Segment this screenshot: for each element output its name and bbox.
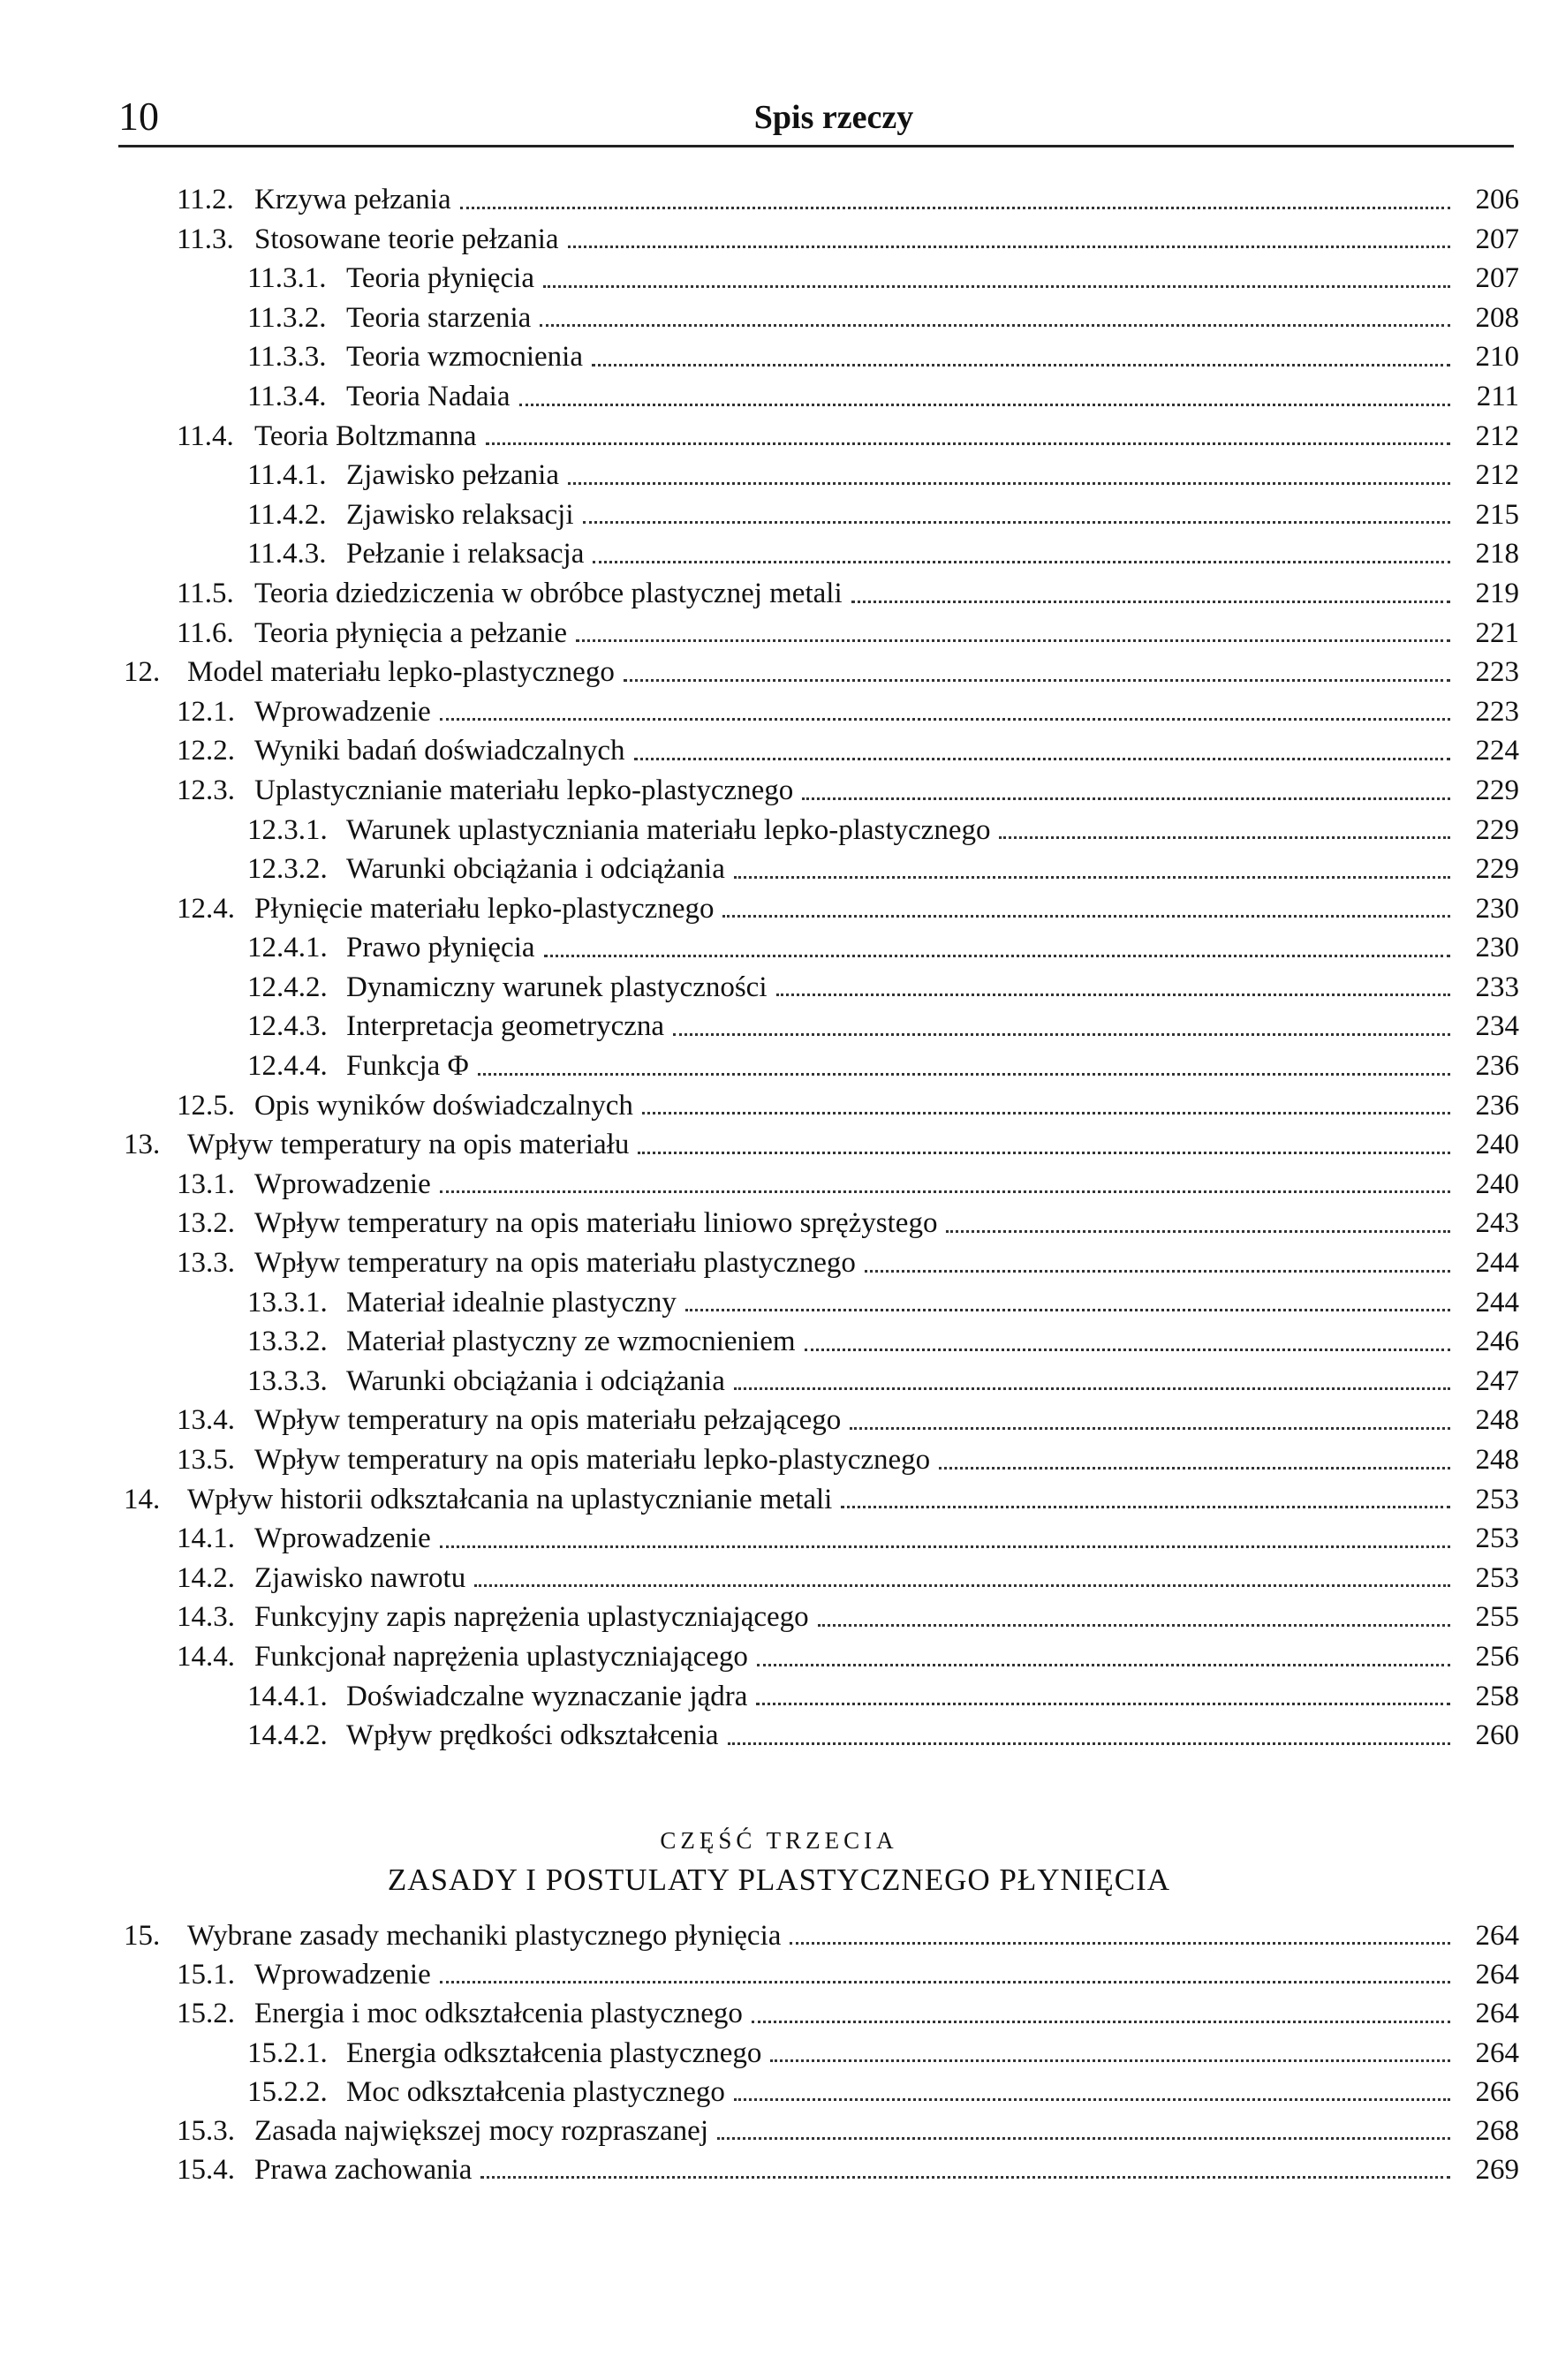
toc-entry <box>124 574 1519 614</box>
dot-leader <box>805 1347 1450 1351</box>
toc-entry-number: 12.4.2. <box>247 971 328 1003</box>
toc-entry-title: Prawo płynięcia <box>346 932 535 964</box>
toc-entry-page: 255 <box>1475 1601 1519 1634</box>
dot-leader <box>757 1662 1450 1666</box>
toc-entry-title: Prawa zachowania <box>254 2154 473 2187</box>
toc-entry-number: 14.3. <box>177 1601 235 1634</box>
toc-entry-number: 11.4.1. <box>247 459 327 492</box>
toc-entry-title: Teoria Boltzmanna <box>254 419 477 452</box>
dot-leader <box>790 1940 1450 1945</box>
toc-entry-number: 11.4. <box>177 419 234 452</box>
dot-leader <box>728 1741 1450 1745</box>
dot-leader <box>734 874 1450 879</box>
toc-entry-title: Interpretacja geometryczna <box>346 1010 665 1043</box>
toc-entry <box>124 1637 1519 1677</box>
toc-entry-number: 13.3.2. <box>247 1326 328 1358</box>
toc-entry-title: Płynięcie materiału lepko-plastycznego <box>254 892 715 925</box>
running-title: Spis rzeczy <box>753 99 914 136</box>
dot-leader <box>634 756 1450 760</box>
toc-entry <box>124 1007 1519 1046</box>
toc-entry-page: 230 <box>1475 892 1519 925</box>
toc-entry-number: 15.4. <box>177 2154 235 2187</box>
toc-entry-page: 223 <box>1475 695 1519 728</box>
toc-entry-number: 11.3.4. <box>247 380 327 412</box>
toc-entry-number: 12.4.4. <box>247 1050 328 1083</box>
dot-leader <box>460 205 1450 209</box>
toc-entry-page: 268 <box>1475 2114 1519 2147</box>
toc-entry-page: 229 <box>1475 813 1519 846</box>
toc-entry-page: 258 <box>1475 1680 1519 1712</box>
toc-entry-number: 14.4. <box>177 1640 235 1673</box>
toc-entry-number: 13.3.3. <box>247 1364 328 1397</box>
toc-entry-page: 253 <box>1475 1561 1519 1594</box>
toc-entry-number: 12.1. <box>177 695 235 728</box>
toc-entry-title: Wprowadzenie <box>254 1522 431 1555</box>
toc-entry-title: Wpływ historii odkształcania na uplastycznianie metali <box>187 1483 833 1515</box>
toc-entry-title: Wpływ temperatury na opis materiału <box>187 1129 630 1161</box>
toc-entry-title: Doświadczalne wyznaczanie jądra <box>346 1680 748 1712</box>
toc-entry-number: 14.2. <box>177 1561 235 1594</box>
dot-leader <box>776 992 1450 996</box>
toc-entry-number: 12.3.1. <box>247 813 328 846</box>
toc-entry <box>124 1994 1519 2033</box>
dot-leader <box>865 1268 1450 1273</box>
dot-leader <box>802 796 1450 800</box>
toc-entry-number: 15.3. <box>177 2114 235 2147</box>
toc-entry-page: 234 <box>1475 1010 1519 1043</box>
toc-entry <box>124 731 1519 771</box>
toc-entry <box>124 1165 1519 1205</box>
toc-entry-page: 229 <box>1475 853 1519 886</box>
toc-entry-number: 12.3. <box>177 774 235 806</box>
dot-leader <box>583 519 1451 524</box>
toc-entry-title: Zjawisko nawrotu <box>254 1561 466 1594</box>
toc-entry-title: Teoria dziedziczenia w obróbce plastycznej metali <box>254 577 843 609</box>
toc-entry-page: 221 <box>1475 616 1519 649</box>
part-label: CZĘŚĆ TRZECIA <box>660 1827 898 1854</box>
toc-entry-page: 269 <box>1475 2154 1519 2187</box>
header-rule <box>118 145 1514 147</box>
toc-entry-title: Funkcyjny zapis naprężenia uplastyczniającego <box>254 1601 809 1634</box>
dot-leader <box>486 441 1450 445</box>
dot-leader <box>519 402 1451 406</box>
toc-entry <box>124 1955 1519 1994</box>
toc-entry-title: Teoria starzenia <box>346 301 532 334</box>
toc-entry-title: Wpływ temperatury na opis materiału pełzającego <box>254 1404 842 1437</box>
toc-entry-page: 256 <box>1475 1640 1519 1673</box>
toc-entry <box>124 1519 1519 1559</box>
toc-entry-page: 264 <box>1475 2036 1519 2069</box>
toc-entry-page: 212 <box>1475 419 1519 452</box>
toc-entry-title: Wpływ temperatury na opis materiału plastycznego <box>254 1247 856 1280</box>
toc-entry-title: Uplastycznianie materiału lepko-plastycznego <box>254 774 794 806</box>
toc-entry-title: Warunki obciążania i odciążania <box>346 1364 725 1397</box>
toc-entry-title: Pełzanie i relaksacja <box>346 538 585 570</box>
toc-entry-page: 266 <box>1475 2075 1519 2108</box>
toc-entry-title: Krzywa pełzania <box>254 184 451 215</box>
dot-leader <box>752 2019 1450 2023</box>
toc-entry-number: 14.1. <box>177 1522 235 1555</box>
dot-leader <box>717 2135 1450 2140</box>
toc-entry <box>124 2112 1519 2150</box>
toc-entry <box>124 653 1519 692</box>
toc-entry-number: 11.3.3. <box>247 341 327 374</box>
dot-leader <box>593 559 1450 563</box>
toc-entry <box>124 1559 1519 1598</box>
toc-entry-title: Wyniki badań doświadczalnych <box>254 735 625 767</box>
toc-entry <box>124 850 1519 889</box>
toc-entry-title: Wprowadzenie <box>254 1167 431 1200</box>
toc-entry-page: 229 <box>1475 774 1519 806</box>
toc-entry-page: 253 <box>1475 1522 1519 1555</box>
toc-entry-page: 230 <box>1475 932 1519 964</box>
dot-leader <box>673 1031 1450 1036</box>
toc-entry <box>124 456 1519 495</box>
toc-entry-page: 236 <box>1475 1050 1519 1083</box>
toc-entry-number: 13.1. <box>177 1167 235 1200</box>
dot-leader <box>642 1110 1450 1114</box>
toc-entry-number: 11.2. <box>177 184 234 215</box>
toc-entry-title: Zasada największej mocy rozpraszanej <box>254 2114 708 2147</box>
toc-entry <box>124 1677 1519 1717</box>
toc-entry-number: 12.4. <box>177 892 235 925</box>
toc-entry <box>124 337 1519 377</box>
toc-entry-title: Energia odkształcenia plastycznego <box>346 2036 762 2069</box>
dot-leader <box>543 283 1450 288</box>
dot-leader <box>440 1979 1450 1983</box>
toc-entry-page: 210 <box>1475 341 1519 374</box>
toc-entry-number: 11.5. <box>177 577 234 609</box>
dot-leader <box>818 1622 1450 1627</box>
toc-entry-page: 207 <box>1475 262 1519 295</box>
toc-entry <box>124 1283 1519 1323</box>
toc-entry <box>124 1125 1519 1165</box>
toc-entry-title: Wybrane zasady mechaniki plastycznego płynięcia <box>187 1920 782 1952</box>
page-number: 10 <box>118 94 159 139</box>
toc-entry-title: Wpływ prędkości odkształcenia <box>346 1719 719 1752</box>
toc-entry-title: Warunek uplastyczniania materiału lepko-plastycznego <box>346 813 991 846</box>
toc-entry-page: 236 <box>1475 1089 1519 1122</box>
toc-entry-page: 240 <box>1475 1129 1519 1161</box>
toc-entry-title: Warunki obciążania i odciążania <box>346 853 725 886</box>
toc-entry-title: Energia i moc odkształcenia plastycznego <box>254 1998 743 2030</box>
toc-entry <box>124 2150 1519 2189</box>
toc-entry-title: Wprowadzenie <box>254 695 431 728</box>
toc-entry-page: 224 <box>1475 735 1519 767</box>
dot-leader <box>478 1071 1450 1076</box>
dot-leader <box>841 1504 1450 1508</box>
toc-entry-page: 246 <box>1475 1326 1519 1358</box>
toc-entry-page: 223 <box>1475 656 1519 689</box>
page-header <box>118 92 1514 145</box>
toc-entry-page: 260 <box>1475 1719 1519 1752</box>
toc-entry-number: 11.4.3. <box>247 538 327 570</box>
toc-entry <box>124 2073 1519 2112</box>
toc-entry-number: 11.4.2. <box>247 498 327 531</box>
toc-entry <box>124 1046 1519 1086</box>
toc-entry-page: 211 <box>1476 380 1519 412</box>
toc-entry-page: 248 <box>1475 1404 1519 1437</box>
toc-entry-title: Dynamiczny warunek plastyczności <box>346 971 768 1003</box>
dot-leader <box>544 953 1450 957</box>
toc-entry-title: Wprowadzenie <box>254 1959 431 1991</box>
toc-entry-title: Wpływ temperatury na opis materiału lepko-plastycznego <box>254 1444 931 1476</box>
toc-list-part-three <box>124 1916 1519 2189</box>
toc-entry-number: 13.4. <box>177 1404 235 1437</box>
toc-entry <box>124 1916 1519 1955</box>
toc-entry <box>124 180 1519 220</box>
toc-entry-number: 15.2.2. <box>247 2075 328 2108</box>
toc-entry-page: 207 <box>1475 223 1519 255</box>
toc-entry <box>124 1243 1519 1283</box>
dot-leader <box>722 913 1450 918</box>
toc-entry <box>124 1598 1519 1637</box>
toc-entry-title: Materiał idealnie plastyczny <box>346 1286 677 1318</box>
toc-entry-number: 15.2. <box>177 1998 235 2030</box>
toc-list <box>124 180 1519 1756</box>
toc-entry-title: Teoria Nadaia <box>346 380 511 412</box>
dot-leader <box>734 2097 1450 2101</box>
toc-entry-number: 14. <box>124 1483 161 1515</box>
toc-entry-number: 12.5. <box>177 1089 235 1122</box>
toc-entry-title: Opis wyników doświadczalnych <box>254 1089 633 1122</box>
toc-entry-number: 14.4.2. <box>247 1719 328 1752</box>
toc-entry <box>124 1401 1519 1440</box>
dot-leader <box>480 2174 1450 2179</box>
dot-leader <box>440 716 1450 721</box>
toc-entry <box>124 811 1519 850</box>
dot-leader <box>850 1425 1450 1430</box>
toc-entry-title: Zjawisko pełzania <box>346 459 559 492</box>
dot-leader <box>734 1386 1450 1390</box>
toc-entry-number: 11.3.2. <box>247 301 327 334</box>
toc-entry-number: 12.3.2. <box>247 853 328 886</box>
toc-entry-number: 15. <box>124 1920 161 1952</box>
part-title: ZASADY I POSTULATY PLASTYCZNEGO PŁYNIĘCIA <box>387 1862 1171 1897</box>
toc-entry-title: Teoria płynięcia <box>346 262 535 295</box>
dot-leader <box>440 1544 1450 1548</box>
toc-entry-page: 206 <box>1475 184 1519 215</box>
toc-entry-page: 240 <box>1475 1167 1519 1200</box>
toc-entry <box>124 377 1519 417</box>
dot-leader <box>999 835 1450 839</box>
dot-leader <box>939 1465 1450 1470</box>
toc-entry-number: 11.3.1. <box>247 262 327 295</box>
toc-entry-number: 15.2.1. <box>247 2036 328 2069</box>
toc-entry-number: 12.4.3. <box>247 1010 328 1043</box>
dot-leader <box>540 322 1450 327</box>
toc-entry <box>124 889 1519 929</box>
toc-entry <box>124 614 1519 654</box>
toc-entry-title: Moc odkształcenia plastycznego <box>346 2075 725 2108</box>
toc-entry-title: Teoria wzmocnienia <box>346 341 583 374</box>
toc-entry-title: Funkcja Φ <box>346 1050 469 1083</box>
toc-entry <box>124 534 1519 574</box>
toc-entry-title: Stosowane teorie pełzania <box>254 223 559 255</box>
dot-leader <box>685 1307 1450 1311</box>
toc-entry <box>124 928 1519 968</box>
toc-entry-page: 248 <box>1475 1444 1519 1476</box>
toc-entry <box>124 1322 1519 1362</box>
dot-leader <box>756 1701 1450 1705</box>
toc-entry-title: Zjawisko relaksacji <box>346 498 574 531</box>
toc-entry-page: 219 <box>1475 577 1519 609</box>
toc-entry <box>124 968 1519 1008</box>
toc-entry-number: 13.5. <box>177 1444 235 1476</box>
toc-entry <box>124 692 1519 732</box>
toc-entry-number: 12.2. <box>177 735 235 767</box>
toc-entry-page: 264 <box>1475 1959 1519 1991</box>
dot-leader <box>440 1189 1450 1193</box>
toc-entry-page: 243 <box>1475 1207 1519 1240</box>
toc-entry <box>124 1362 1519 1402</box>
toc-entry <box>124 495 1519 535</box>
toc-entry-number: 13.3. <box>177 1247 235 1280</box>
toc-entry-number: 11.3. <box>177 223 234 255</box>
dot-leader <box>592 362 1450 366</box>
toc-entry-page: 264 <box>1475 1998 1519 2030</box>
dot-leader <box>770 2058 1450 2062</box>
toc-entry <box>124 1204 1519 1243</box>
toc-entry <box>124 220 1519 260</box>
toc-entry-title: Funkcjonał naprężenia uplastyczniającego <box>254 1640 748 1673</box>
toc-entry-page: 233 <box>1475 971 1519 1003</box>
toc-entry <box>124 1440 1519 1480</box>
dot-leader <box>624 677 1450 682</box>
toc-entry <box>124 1716 1519 1756</box>
toc-entry-number: 12.4.1. <box>247 932 328 964</box>
toc-entry <box>124 1086 1519 1126</box>
toc-entry-number: 15.1. <box>177 1959 235 1991</box>
toc-entry-number: 13.2. <box>177 1207 235 1240</box>
toc-entry-number: 12. <box>124 656 161 689</box>
toc-entry-number: 13. <box>124 1129 161 1161</box>
toc-entry-title: Model materiału lepko-plastycznego <box>187 656 615 689</box>
toc-entry-number: 11.6. <box>177 616 234 649</box>
toc-entry-page: 215 <box>1475 498 1519 531</box>
toc-entry-page: 244 <box>1475 1247 1519 1280</box>
toc-entry <box>124 1480 1519 1520</box>
toc-entry-title: Materiał plastyczny ze wzmocnieniem <box>346 1326 796 1358</box>
toc-entry <box>124 771 1519 811</box>
dot-leader <box>851 599 1450 603</box>
toc-entry-page: 247 <box>1475 1364 1519 1397</box>
toc-entry <box>124 298 1519 338</box>
toc-entry-page: 253 <box>1475 1483 1519 1515</box>
toc-entry-title: Wpływ temperatury na opis materiału liniowo sprężystego <box>254 1207 938 1240</box>
toc-entry <box>124 2034 1519 2073</box>
toc-entry-number: 14.4.1. <box>247 1680 328 1712</box>
toc-entry-page: 264 <box>1475 1920 1519 1952</box>
toc-entry-number: 13.3.1. <box>247 1286 328 1318</box>
toc-entry-page: 218 <box>1475 538 1519 570</box>
toc-entry-page: 208 <box>1475 301 1519 334</box>
toc-entry-page: 212 <box>1475 459 1519 492</box>
dot-leader <box>946 1228 1450 1233</box>
dot-leader <box>568 244 1450 248</box>
toc-entry <box>124 259 1519 298</box>
toc-entry <box>124 417 1519 457</box>
toc-entry-page: 244 <box>1475 1286 1519 1318</box>
dot-leader <box>474 1583 1450 1587</box>
toc-entry-title: Teoria płynięcia a pełzanie <box>254 616 568 649</box>
dot-leader <box>576 638 1450 642</box>
dot-leader <box>568 480 1450 485</box>
dot-leader <box>638 1150 1450 1154</box>
